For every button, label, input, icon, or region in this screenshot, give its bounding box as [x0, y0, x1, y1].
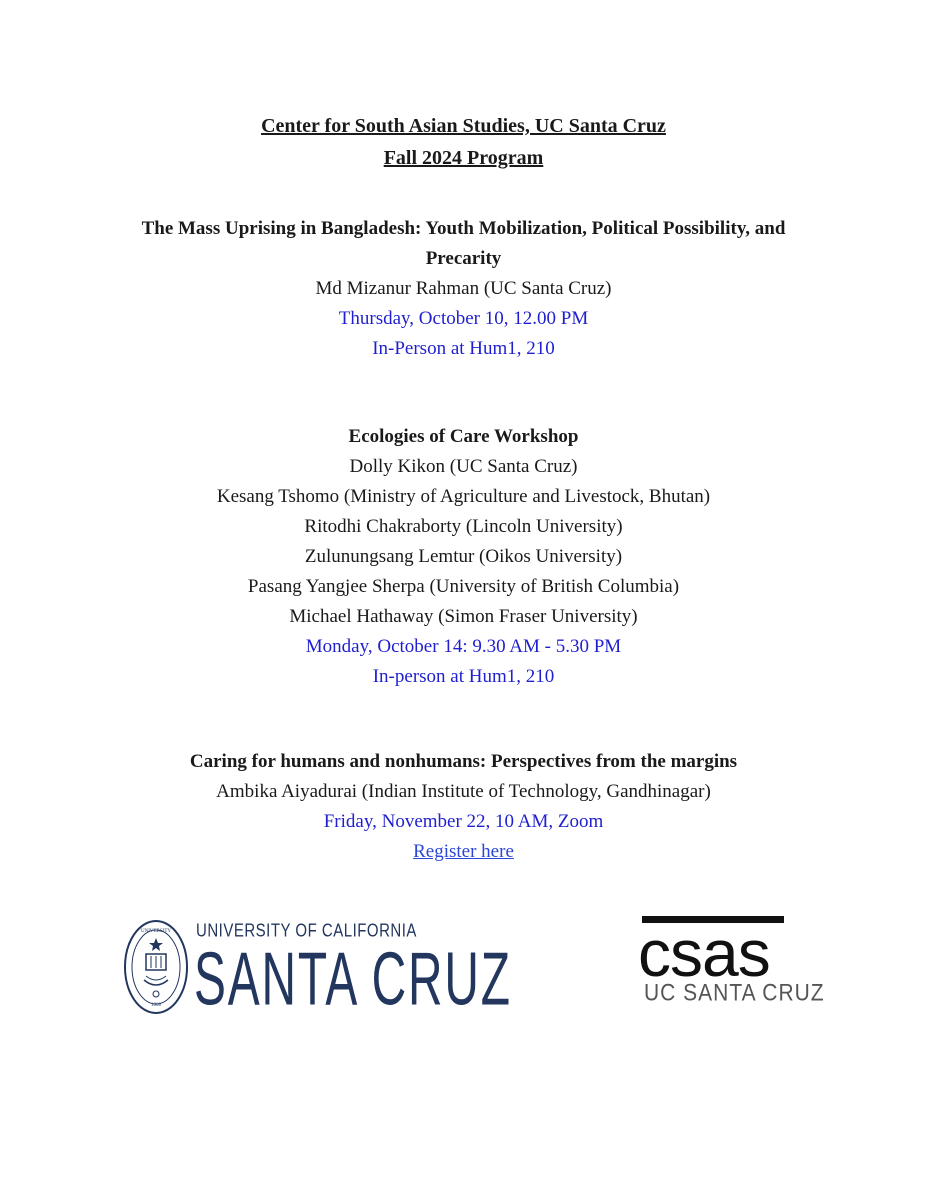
speaker: Dolly Kikon (UC Santa Cruz) [349, 456, 578, 477]
event-title [0, 214, 927, 274]
speaker: Ritodhi Chakraborty (Lincoln University) [304, 516, 623, 537]
speaker: Md Mizanur Rahman (UC Santa Cruz) [315, 278, 612, 299]
event-date: Friday, November 22, 10 AM, Zoom [323, 811, 604, 832]
event-title-line: The Mass Uprising in Bangladesh: Youth Mobilization, Political Possibility, and [141, 218, 786, 239]
register-link[interactable]: Register here [413, 841, 514, 862]
event-bangladesh-uprising [0, 214, 927, 364]
program-header [0, 110, 927, 174]
csas-wordmark: csas [638, 916, 770, 990]
ucsc-logo [122, 916, 512, 1022]
event-title: Caring for humans and nonhumans: Perspectives from the margins [189, 751, 738, 772]
event-date: Thursday, October 10, 12.00 PM [338, 308, 589, 329]
event-caring-for-humans [0, 747, 927, 867]
csas-logo [636, 914, 825, 1010]
event-ecologies-of-care [0, 422, 927, 692]
speaker: Michael Hathaway (Simon Fraser University) [289, 606, 638, 627]
program-term-title: Fall 2024 Program [383, 147, 544, 169]
speaker: Pasang Yangjee Sherpa (University of British Columbia) [247, 576, 680, 597]
event-date: Monday, October 14: 9.30 AM - 5.30 PM [305, 636, 622, 657]
svg-text:1868: 1868 [151, 1003, 161, 1008]
ucsc-university-line: UNIVERSITY OF CALIFORNIA [196, 920, 417, 942]
event-title: Ecologies of Care Workshop [348, 426, 579, 447]
speaker: Zulunungsang Lemtur (Oikos University) [304, 546, 623, 567]
event-title-line: Precarity [425, 248, 502, 269]
uc-seal-icon [122, 918, 190, 1016]
event-location: In-person at Hum1, 210 [372, 666, 555, 687]
svg-text:UNIVERSITY: UNIVERSITY [141, 929, 171, 934]
csas-subtitle: UC SANTA CRUZ [644, 980, 825, 1007]
center-title: Center for South Asian Studies, UC Santa Cruz [261, 115, 666, 137]
speaker: Kesang Tshomo (Ministry of Agriculture and Livestock, Bhutan) [216, 486, 711, 507]
ucsc-santa-cruz-wordmark: SANTA CRUZ [194, 937, 512, 1022]
speaker: Ambika Aiyadurai (Indian Institute of Technology, Gandhinagar) [216, 781, 711, 802]
event-location: In-Person at Hum1, 210 [372, 338, 555, 359]
